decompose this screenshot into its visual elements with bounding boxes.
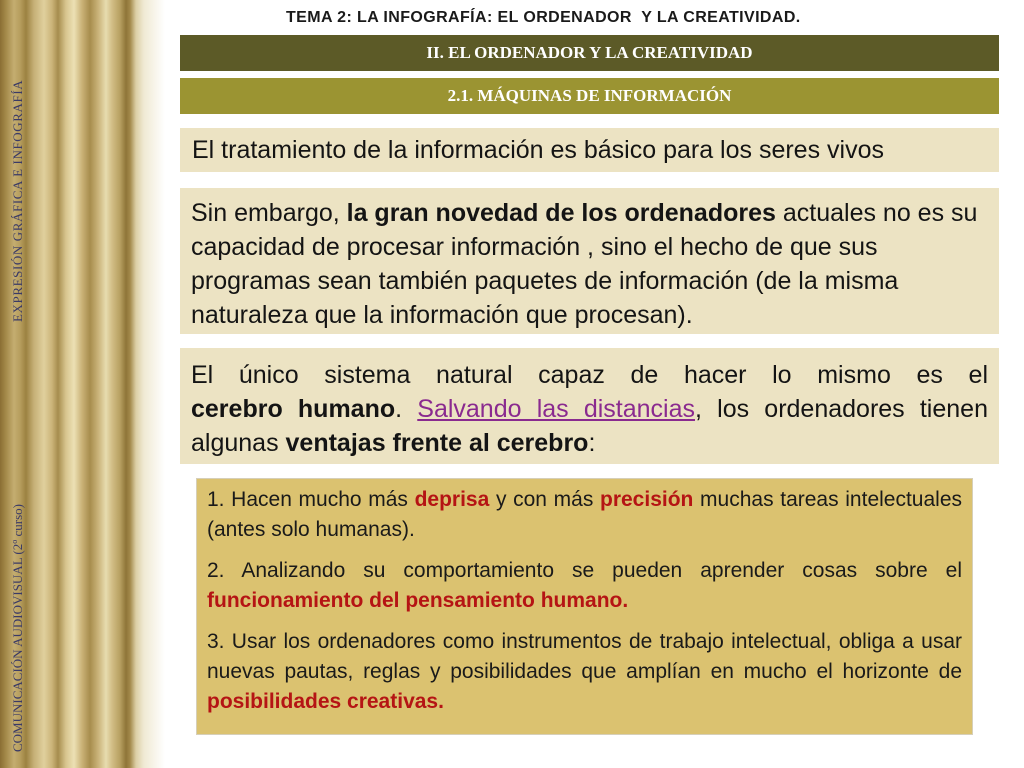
list-item bbox=[207, 485, 962, 545]
item3-text-a: 3. Usar los ordenadores como instrumentos de trabajo intelectual, obliga a usar nuevas pautas, reglas y posibilidades que amplían en mucho el horizonte de bbox=[207, 630, 962, 683]
item1-text-a: 1. Hacen mucho más bbox=[207, 488, 415, 511]
brain-box bbox=[180, 348, 999, 464]
novelty-text-1: Sin embargo, bbox=[191, 199, 347, 227]
advantages-list bbox=[196, 478, 973, 735]
novelty-bold: la gran novedad de los ordenadores bbox=[346, 199, 776, 227]
brain-bold-1: cerebro humano bbox=[191, 395, 396, 423]
brain-text-2: , los ordenadores tienen algunas bbox=[191, 395, 988, 457]
side-label-comunicacion: COMUNICACIÓN AUDIOVISUAL (2º curso) bbox=[10, 503, 25, 752]
salvando-distancias-link[interactable]: Salvando las distancias bbox=[417, 395, 696, 423]
item1-highlight-deprisa: deprisa bbox=[414, 488, 490, 511]
novelty-text-2: actuales no es su capacidad de procesar información , sino el hecho de que sus programas sean también paquetes de información (de la misma naturaleza que la información que procesan). bbox=[191, 199, 978, 329]
list-item bbox=[207, 556, 962, 616]
subsection-header-text: 2.1. MÁQUINAS DE INFORMACIÓN bbox=[447, 86, 732, 105]
list-item bbox=[207, 627, 962, 717]
item1-text-b: y con más bbox=[489, 488, 600, 511]
brain-text-1: . bbox=[395, 395, 418, 423]
item2-text-a: 2. Analizando su comportamiento se pueden aprender cosas sobre el bbox=[207, 559, 962, 582]
subsection-header bbox=[180, 78, 999, 114]
brain-text-3: : bbox=[588, 429, 596, 457]
item1-text-c: muchas tareas intelectuales (antes solo humanas). bbox=[207, 488, 963, 541]
section-header-text: II. EL ORDENADOR Y LA CREATIVIDAD bbox=[426, 43, 753, 62]
intro-text: El tratamiento de la información es básico para los seres vivos bbox=[192, 135, 884, 164]
item1-highlight-precision: precisión bbox=[600, 488, 694, 511]
left-decorative-column bbox=[0, 0, 165, 768]
item2-highlight: funcionamiento del pensamiento humano. bbox=[207, 589, 629, 612]
item3-highlight: posibilidades creativas. bbox=[207, 690, 444, 713]
section-header bbox=[180, 35, 999, 71]
intro-box bbox=[180, 128, 999, 172]
page-title: TEMA 2: LA INFOGRAFÍA: EL ORDENADOR Y LA CREATIVIDAD. bbox=[286, 9, 801, 26]
side-label-expresion-grafica: EXPRESIÓN GRÁFICA E INFOGRAFÍA bbox=[10, 79, 25, 322]
novelty-box bbox=[180, 188, 999, 334]
brain-line-1: El único sistema natural capaz de hacer lo mismo es el bbox=[191, 361, 988, 389]
brain-bold-2: ventajas frente al cerebro bbox=[285, 429, 589, 457]
